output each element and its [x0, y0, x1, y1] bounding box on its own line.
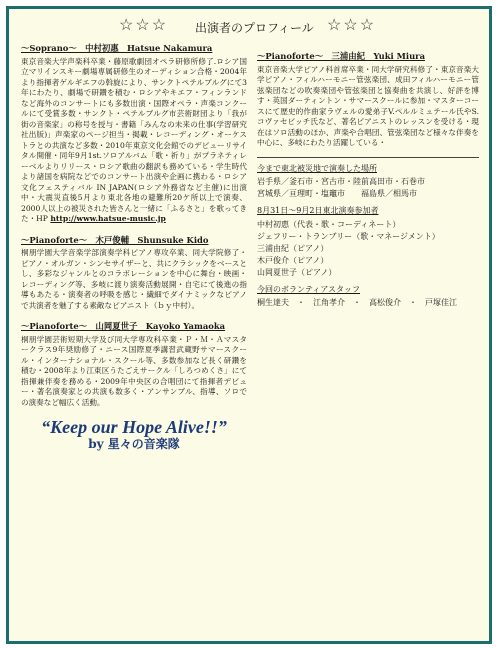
stars-left: ☆☆☆ [119, 15, 169, 34]
profile-heading: ～Pianoforte～ 三浦由紀 Yuki Miura [257, 51, 425, 61]
profile-heading: ～Pianoforte～ 木戸俊輔 Shunsuke Kido [21, 234, 209, 245]
profile-miura [257, 51, 479, 149]
slogan-byline: by 星々の音楽隊 [88, 436, 180, 451]
profile-text: 東京音楽大学ピアノ科首席卒業・同大学研究科修了・東京音楽大学ピアノ・フィルハーモニー管弦楽団、成田フィルハーモニー管弦楽団などの吹奏楽団や管弦楽団と協奏曲を共演し、好評を博す・英国ダーティントン・サマースクールに参加・マスターコースにて歴史的作曲家ラヴェルの愛弟子V.ペルルミュテール氏やS.コヴァセビッチ氏など、著名ピアニストのレッスンを受ける・現在はソロ活動のほか、声楽や合唱団、管弦楽団など様々な伴奏を中心に、多岐にわたり活躍している・ [257, 64, 479, 147]
profile-page [6, 6, 492, 644]
divider [257, 157, 479, 158]
visited-title: 今まで東北被災地で演奏した場所 [257, 163, 377, 173]
profile-kido [21, 235, 247, 312]
visited-line: 岩手県／釜石市・宮古市・陸前高田市・石巻市 [257, 177, 425, 186]
staff-title: 今回のボランティアスタッフ [257, 284, 361, 294]
member-item: ジェフリー・トランブリー（歌・マネージメント） [257, 231, 440, 241]
page-header [9, 15, 489, 37]
members-list [257, 206, 479, 279]
homepage-link[interactable]: http://www.hatsue-music.jp [50, 214, 166, 223]
profile-nakamura [21, 43, 247, 225]
profile-yamaoka [21, 321, 247, 408]
profile-text: 東京音楽大学声楽科卒業・藤原歌劇団オペラ研修所修了.ロシア国立マリインスキー劇場専属研修生のオーディション合格・2004年より指揮者ゲルギエフの斡旋により、サンクトペテルブルグにて3年にわたり、劇場で研鑽を積む・ロシアやキエフ・フィンランドなど海外のコンサートにも多数出演・国際オペラ・声楽コンクールにて受賞多数・サンクト・ペテルブルグ市芸術財団より「我が街の音楽家」の称号を授与・書籍「みんなの未来の仕事(学習研究社出版)」声楽家のページ担当・掲載・レコーディング・オーケストラとの共演など多数・2010年東京文化会館でのデビューリサイタル開催・同年9月1st.ソロアルバム「歌・祈り」がプラネティレーベルよりリリース・ロシア歌曲の翻訳も務めている・学生時代より諸国を病院などでのコンサート出演や企画に携わる・ロシア文化フェスティバル IN JAPAN(ロシア外務省など主催)に出演中・大震災直後5月より東北各地の避難所20ケ所以上で演奏、2000人以上の被災された皆さんと一緒に「ふるさと」を歌ってきた・HP [21, 56, 247, 223]
member-item: 木戸俊介（ピアノ） [257, 255, 329, 265]
member-item: 山岡夏世子（ピアノ） [257, 267, 337, 277]
staff-line: 桐生達夫 ・ 江角孝介 ・ 高松俊介 ・ 戸塚佳江 [257, 298, 457, 307]
profile-heading: ～Pianoforte～ 山岡夏世子 Kayoko Yamaoka [21, 321, 226, 331]
profile-text: 桐朋学園大学音楽学部演奏学科ピアノ専攻卒業、同大学院修了・ピアノ・オルガン・シンセサイザーと、共にクラシックをベースとし、多彩なジャンルとのコラボレーションを中心に舞台・映画・レコーディング等、多岐に渡り演奏活動展開・自宅にて後進の指導もあたる・演奏者の呼吸を感じ・繊細でダイナミックなピアノで共演者を魅了する素敵なピアニスト（ｂｙ中村）。 [21, 248, 247, 310]
staff-list [257, 285, 479, 310]
slogan: “Keep our Hope Alive!!” [41, 417, 227, 437]
member-item: 中村初惠（代表・歌・コーディネート） [257, 219, 401, 229]
member-item: 三浦由紀（ピアノ） [257, 243, 329, 253]
profile-body [21, 57, 247, 225]
profile-heading: ～Soprano～ 中村初惠 Hatsue Nakamura [21, 43, 213, 53]
right-column [257, 43, 479, 315]
visited-line: 宮城県／亘理町・塩竈市 福島県／相馬市 [257, 189, 417, 198]
visited-places [257, 164, 479, 201]
members-title: 8月31日～9月2日東北演奏参加者 [257, 206, 379, 215]
left-column [21, 43, 247, 449]
stars-right: ☆☆☆ [327, 15, 377, 34]
profile-text: 桐朋学園芸術短期大学及び同大学専攻科卒業・Ｐ・Ｍ・Ａマスタークラス9年奨励修了・ニース国際夏季講習武蔵野サマースクール・インターナショナル・スクール等、多数参加など長く研鑽を積む・2008年より江東区うたごえサークル「しろつめくさ」にて指揮兼伴奏を務める・2009年中央区の合唱団にて指揮者デビュー・著名演奏家との共演も数多く・アンサンブル、指導、ソロでの演奏など幅広く活動。 [21, 334, 247, 407]
page-title: 出演者のプロフィール [195, 21, 314, 35]
